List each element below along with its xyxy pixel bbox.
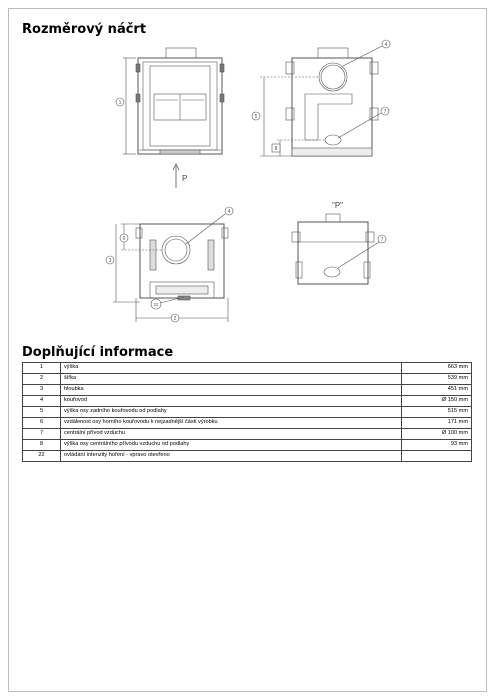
spec-description: kouřovod [61,396,402,407]
callout-8: 8 [274,146,278,152]
dimension-drawings [0,0,495,345]
spec-number: 1 [23,363,61,374]
spec-number: 4 [23,396,61,407]
spec-description: centrální přívod vzduchu [61,429,402,440]
callout-5: 5 [254,114,258,120]
spec-number: 2 [23,374,61,385]
table-row [23,407,472,418]
table-row [23,451,472,462]
spec-description: vzdálenost osy horního kouřovodu k nejzadnější části výrobku [61,418,402,429]
spec-value: 451 mm [402,385,472,396]
table-row [23,385,472,396]
spec-value: 515 mm [402,407,472,418]
table-row [23,440,472,451]
spec-description: šířka [61,374,402,385]
front-view [116,48,224,188]
spec-description: výška osy zadního kouřovodu od podlahy [61,407,402,418]
spec-number: 6 [23,418,61,429]
table-row [23,396,472,407]
spec-value [402,451,472,462]
callout-1: 1 [118,100,122,106]
spec-description: výška [61,363,402,374]
view-p-label: "P" [332,201,344,210]
spec-value: 171 mm [402,418,472,429]
table-row [23,374,472,385]
spec-description: hloubka [61,385,402,396]
callout-7-rear: 7 [383,109,387,115]
spec-value: Ø 100 mm [402,429,472,440]
spec-number: 7 [23,429,61,440]
callout-2: 2 [173,316,177,322]
spec-value: 93 mm [402,440,472,451]
callout-3: 3 [108,258,112,264]
top-view [106,207,233,322]
spec-value: 539 mm [402,374,472,385]
view-p [292,201,386,284]
spec-description: ovládání intenzity hoření - vpravo otevřeno [61,451,402,462]
table-row [23,418,472,429]
spec-table [22,362,472,462]
spec-number: 22 [23,451,61,462]
spec-number: 5 [23,407,61,418]
spec-number: 8 [23,440,61,451]
info-title: Doplňující informace [22,345,174,360]
callout-4-top: 4 [227,209,231,215]
callout-22: 22 [153,302,159,307]
table-row [23,363,472,374]
spec-number: 3 [23,385,61,396]
rear-view [252,40,390,156]
spec-value: Ø 150 mm [402,396,472,407]
callout-4-rear: 4 [384,42,388,48]
view-arrow-label: P [182,174,188,183]
callout-6: 6 [122,236,126,242]
table-row [23,429,472,440]
sketch-title: Rozměrový náčrt [22,22,147,37]
spec-value: 663 mm [402,363,472,374]
spec-description: výška osy centrálního přívodu vzduchu od podlahy [61,440,402,451]
callout-7-bottom: 7 [380,237,384,243]
